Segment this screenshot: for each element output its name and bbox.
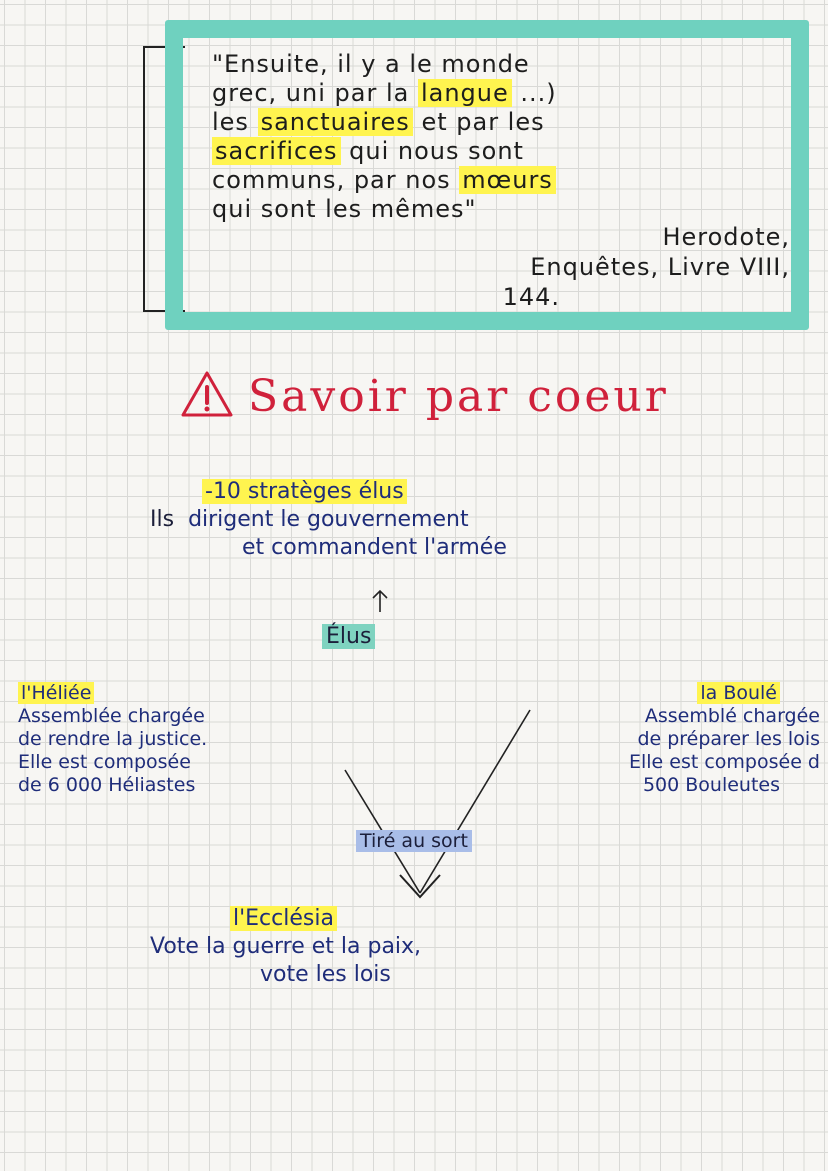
ecclesia-title: l'Ecclésia [230, 906, 337, 931]
heliee-line: Assemblée chargée [18, 705, 205, 727]
highlight-sacrifices: sacrifices [212, 137, 341, 165]
boule-line: de préparer les lois [637, 728, 820, 750]
quote-line: qui sont les mêmes" [212, 195, 477, 223]
ecclesia-line: Vote la guerre et la paix, [150, 934, 422, 959]
attribution-author: Herodote, [662, 223, 790, 251]
boule-title: la Boulé [697, 682, 780, 704]
elus-label: Élus [322, 624, 375, 649]
quote-line: sacrifices qui nous sont [212, 137, 792, 166]
ecclesia-line: vote les lois [260, 962, 391, 987]
strateges-pronoun: Ils [150, 507, 175, 532]
quote-line: grec, uni par la langue ...) [212, 79, 557, 107]
arrow-down-icon [400, 875, 440, 897]
heliee-line: de 6 000 Héliastes [18, 774, 196, 796]
boule-line: Assemblé chargée [644, 705, 820, 727]
heliee-line: Elle est composée [18, 751, 191, 773]
strateges-heading: -10 stratèges élus [202, 479, 407, 504]
highlight-moeurs: mœurs [459, 166, 556, 194]
boule-line: 500 Bouleutes [642, 774, 780, 796]
highlight-sanctuaires: sanctuaires [258, 108, 413, 136]
attribution-ref: 144. [502, 283, 560, 311]
strateges-line2: dirigent le gouvernement [188, 507, 469, 532]
heliee-title: l'Héliée [18, 682, 94, 704]
warning-title: Savoir par coeur [248, 370, 669, 422]
attribution-work: Enquêtes, Livre VIII, [530, 253, 790, 281]
quote-line: communs, par nos mœurs [212, 166, 792, 195]
highlight-langue: langue [418, 79, 512, 107]
heliee-line: de rendre la justice. [18, 728, 208, 750]
strateges-line3: et commandent l'armée [242, 535, 507, 560]
quote-line: les sanctuaires et par les [212, 108, 545, 136]
quote-line: "Ensuite, il y a le monde [212, 50, 530, 78]
ecclesia-block [150, 905, 421, 989]
connector-line-right [420, 710, 530, 893]
tire-au-sort-label: Tiré au sort [356, 830, 472, 852]
boule-line: Elle est composée d [628, 751, 820, 773]
